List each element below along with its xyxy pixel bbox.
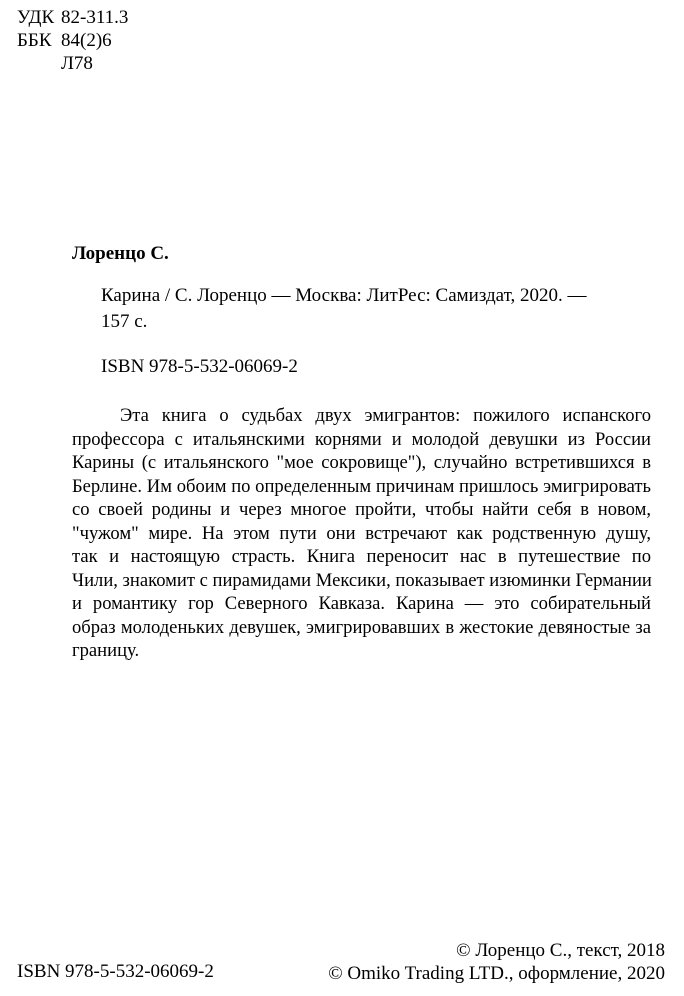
bbk-row: [17, 29, 128, 52]
author-mark: Л78: [61, 53, 93, 74]
annotation-line: образ молоденьких девушек, эмигрировавших в жестокие девяностые за: [72, 616, 651, 638]
biblio-line: Карина / С. Лоренцо — Москва: ЛитРес: Самиздат, 2020. —: [101, 285, 587, 306]
copyright-design: © Omiko Trading LTD., оформление, 2020: [328, 963, 665, 984]
annotation-line: границу.: [72, 640, 140, 661]
copyright-block: [328, 939, 665, 985]
annotation-line: профессора с итальянскими корнями и молодой девушки из России: [72, 428, 651, 450]
footer-isbn: ISBN 978-5-532-06069-2: [17, 961, 214, 982]
annotation-line: со своей родины и через многое пройти, чтобы найти себя в новом,: [72, 499, 651, 520]
isbn: ISBN 978-5-532-06069-2: [101, 356, 298, 377]
udk-value: 82-311.3: [61, 7, 129, 28]
annotation: [72, 404, 651, 663]
annotation-line: Чили, знакомит с пирамидами Мексики, показывает изюминки Германии: [72, 569, 652, 591]
copyright-text: © Лоренцо С., текст, 2018: [456, 940, 665, 961]
bbk-value: 84(2)6: [61, 30, 112, 51]
annotation-line: Берлине. Им обоим по определенным причинам пришлось эмигрировать: [72, 475, 651, 497]
udk-label: УДК: [17, 7, 55, 28]
bibliographic-record: [101, 283, 621, 335]
author-heading: Лоренцо С.: [72, 243, 169, 264]
udk-row: [17, 6, 128, 29]
author-mark-row: [17, 52, 128, 75]
annotation-line: так и настоящую страсть. Книга переносит нас в путешествие по: [72, 546, 651, 567]
biblio-line: 157 с.: [101, 311, 148, 332]
annotation-line: "чужом" мире. На этом пути они встречают как родственную душу,: [72, 522, 651, 544]
annotation-line: Карины (с итальянского "мое сокровище"), случайно встретившихся в: [72, 452, 651, 473]
annotation-line: и романтику гор Северного Кавказа. Карина — это собирательный: [72, 593, 651, 614]
classification-codes: [17, 6, 128, 75]
annotation-line: Эта книга о судьбах двух эмигрантов: пожилого испанского: [120, 405, 651, 426]
bbk-label: ББК: [17, 30, 52, 51]
